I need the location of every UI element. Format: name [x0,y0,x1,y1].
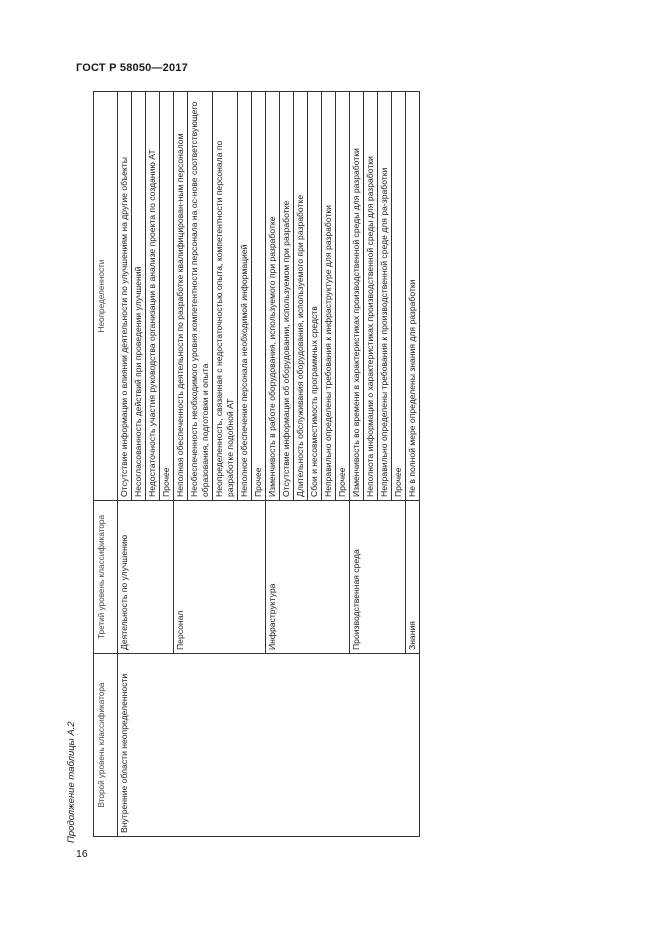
column-header: Третий уровень классификатора [94,501,118,654]
third-level-cell [336,501,350,654]
table-row [308,92,322,837]
third-level-cell: Инфраструктура [266,501,280,654]
table-row [364,92,378,837]
table-row [160,92,174,837]
table-row [406,92,420,837]
uncertainty-cell: Изменчивость в работе оборудования, используемого при разработке [266,92,280,501]
second-level-cell: Внутренние области неопределенности [118,654,132,837]
second-level-cell [322,654,336,837]
uncertainty-cell: Неполная обеспеченность деятельности по разработке квалифицирован-ным персоналом [174,92,188,501]
uncertainty-cell: Отсутствие информации об оборудовании, используемом при разработке [280,92,294,501]
second-level-cell [336,654,350,837]
second-level-cell [350,654,364,837]
second-level-cell [160,654,174,837]
table-row [280,92,294,837]
second-level-cell [378,654,392,837]
second-level-cell [132,654,146,837]
third-level-cell [238,501,252,654]
second-level-cell [364,654,378,837]
table-row [252,92,266,837]
second-level-cell [266,654,280,837]
uncertainty-table [93,91,420,837]
third-level-cell [160,501,174,654]
second-level-cell [252,654,266,837]
uncertainty-cell: Неопределенность, связанная с недостаточностью опыта, компетентности персонала по разработке подобной АТ [213,92,238,501]
third-level-cell [280,501,294,654]
second-level-cell [406,654,420,837]
table-body [118,92,420,837]
uncertainty-cell: Сбои и несовместимость программных средств [308,92,322,501]
second-level-cell [188,654,213,837]
second-level-cell [294,654,308,837]
second-level-cell [392,654,406,837]
second-level-cell [174,654,188,837]
third-level-cell [294,501,308,654]
column-header: Неопределенности [94,92,118,501]
uncertainty-cell: Прочее [336,92,350,501]
table-row [350,92,364,837]
second-level-cell [146,654,160,837]
table-row [238,92,252,837]
column-header: Второй уровень классификатора [94,654,118,837]
table-row [118,92,132,837]
third-level-cell: Знания [406,501,420,654]
third-level-cell [146,501,160,654]
table-row [322,92,336,837]
table-row [213,92,238,837]
third-level-cell [132,501,146,654]
uncertainty-cell: Прочее [252,92,266,501]
third-level-cell [252,501,266,654]
third-level-cell [392,501,406,654]
uncertainty-cell: Неправильно определены требования к производственной среде для ра-зработки [378,92,392,501]
document-header: ГОСТ Р 58050—2017 [76,62,188,74]
table-row [378,92,392,837]
third-level-cell [364,501,378,654]
table-row [392,92,406,837]
table-row [146,92,160,837]
second-level-cell [238,654,252,837]
page-number: 16 [76,848,88,860]
third-level-cell [378,501,392,654]
second-level-cell [308,654,322,837]
uncertainty-cell: Длительность обслуживания оборудования, используемого при разработке [294,92,308,501]
table-caption: Продолжение таблицы А.2 [66,721,77,843]
third-level-cell [322,501,336,654]
table-row [188,92,213,837]
second-level-cell [280,654,294,837]
third-level-cell [188,501,213,654]
table-row [294,92,308,837]
uncertainty-cell: Несогласованность действий при проведении улучшений [132,92,146,501]
table-row [132,92,146,837]
third-level-cell [308,501,322,654]
uncertainty-cell: Прочее [392,92,406,501]
third-level-cell: Персонал [174,501,188,654]
table-row [336,92,350,837]
uncertainty-cell: Неправильно определены требования к инфраструктуре для разработки [322,92,336,501]
third-level-cell [213,501,238,654]
third-level-cell: Производственная среда [350,501,364,654]
uncertainty-cell: Прочее [160,92,174,501]
uncertainty-cell: Отсутствие информации о влиянии деятельности по улучшениям на другие объекты [118,92,132,501]
table-header-row [94,92,118,837]
table-row [174,92,188,837]
uncertainty-cell: Не в полной мере определены знания для разработки [406,92,420,501]
uncertainty-cell: Неполнота информации о характеристиках производственной среды для разработки [364,92,378,501]
table-row [266,92,280,837]
rotated-table-container [93,92,602,837]
uncertainty-cell: Недостаточность участия руководства организации в анализе проекта по созданию АТ [146,92,160,501]
uncertainty-cell: Необеспеченность необходимого уровня компетентности персонала на ос-нове соответствующего образования, подготовки и опыта [188,92,213,501]
second-level-cell [213,654,238,837]
uncertainty-cell: Неполное обеспечение персонала необходимой информацией [238,92,252,501]
third-level-cell: Деятельность по улучшению [118,501,132,654]
uncertainty-cell: Изменчивость во времени в характеристиках производственной среды для разработки [350,92,364,501]
